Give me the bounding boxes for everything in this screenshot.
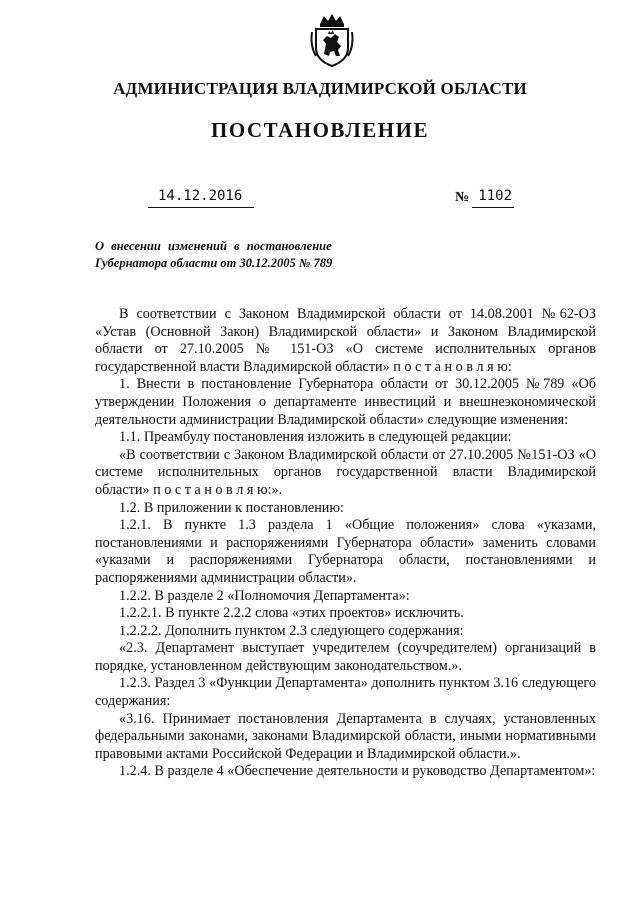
paragraph: «В соответствии с Законом Владимирской области от 27.10.2005 №151-ОЗ «О системе исполнительных органов государственной власти Владимирской области» п о с т а н о в л я ю:».: [95, 446, 596, 498]
paragraph: 1.1. Преамбулу постановления изложить в следующей редакции:: [119, 429, 512, 446]
paragraph: 1.2.2.2. Дополнить пунктом 2.3 следующего содержания:: [119, 622, 464, 639]
paragraph: 1. Внести в постановление Губернатора области от 30.12.2005 №789 «Об утверждении Положения о департаменте инвестиций и внешнеэкономической деятельности администрации Владимирской области» следующие изменения:: [95, 376, 596, 428]
organization-name: АДМИНИСТРАЦИЯ ВЛАДИМИРСКОЙ ОБЛАСТИ: [113, 79, 527, 98]
document-date: 14.12.2016: [148, 188, 254, 208]
document-subject: [95, 238, 332, 272]
coat-of-arms-icon: [306, 12, 358, 68]
paragraph: 1.2.3. Раздел 3 «Функции Департамента» дополнить пунктом 3.16 следующего содержания:: [95, 675, 596, 710]
paragraph: В соответствии с Законом Владимирской области от 14.08.2001 №62-ОЗ «Устав (Основной Закон) Владимирской области» и Законом Владимирской области от 27.10.2005 № 151-ОЗ «О системе исполнительных органов государственной власти Владимирской области» п о с т а н о в л я ю:: [95, 306, 596, 375]
paragraph: 1.2.1. В пункте 1.3 раздела 1 «Общие положения» слова «указами, постановлениями и распоряжениями Губернатора области» заменить словами «указами и распоряжениями Губернатора области, постановлениями и распоряжениями администрации области».: [95, 517, 596, 586]
paragraph: «2.3. Департамент выступает учредителем (соучредителем) организаций в порядке, установленном действующим законодательством.».: [95, 640, 596, 674]
subject-line-1: О внесении изменений в постановление: [95, 239, 332, 253]
document-title: ПОСТАНОВЛЕНИЕ: [211, 118, 429, 142]
paragraph: 1.2.2. В разделе 2 «Полномочия Департамента»:: [119, 587, 410, 604]
paragraph: 1.2. В приложении к постановлению:: [119, 499, 344, 516]
document-body: [95, 306, 596, 781]
paragraph: 1.2.2.1. В пункте 2.2.2 слова «этих проектов» исключить.: [119, 605, 464, 622]
subject-line-2: Губернатора области от 30.12.2005 № 789: [95, 256, 333, 270]
number-label: №: [455, 190, 470, 205]
paragraph: 1.2.4. В разделе 4 «Обеспечение деятельности и руководство Департаментом»:: [119, 763, 596, 780]
document-number: 1102: [472, 188, 514, 208]
paragraph: «3.16. Принимает постановления Департамента в случаях, установленных федеральными законами, законами Владимирской области, иными нормативными правовыми актами Российской Федерации и Владимирской области.».: [95, 710, 596, 762]
